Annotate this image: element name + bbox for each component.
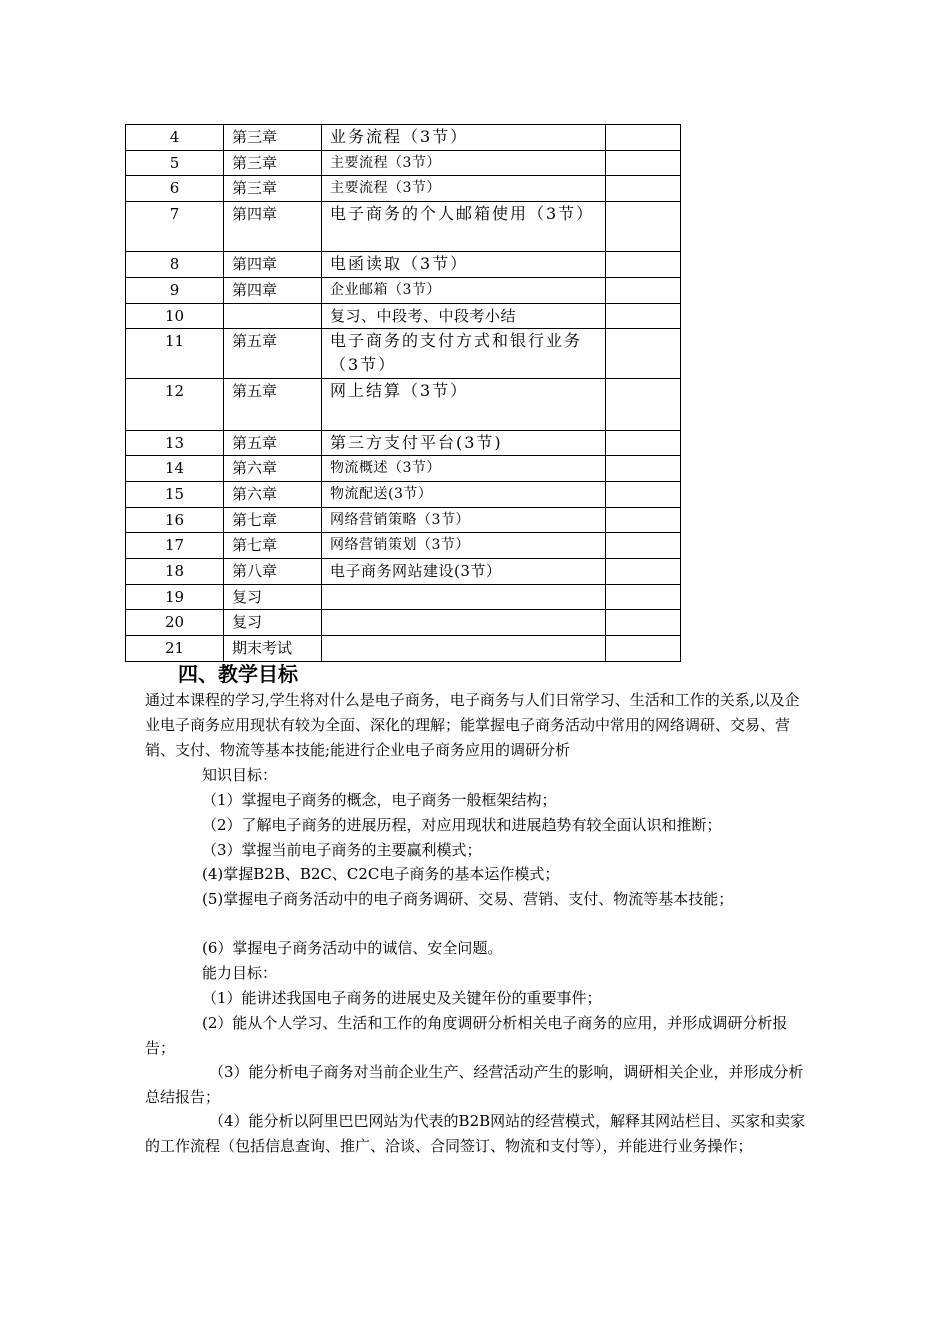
table-row [126, 482, 681, 508]
topic-cell: 物流概述（3节） [322, 456, 606, 482]
notes-cell [606, 533, 681, 559]
notes-cell [606, 482, 681, 508]
notes-cell [606, 559, 681, 585]
notes-cell [606, 456, 681, 482]
topic-cell: 企业邮箱（3节） [322, 278, 606, 304]
table-row [126, 610, 681, 636]
table-row [126, 278, 681, 304]
table-row [126, 559, 681, 585]
week-cell: 12 [126, 379, 224, 431]
week-cell: 16 [126, 508, 224, 533]
notes-cell [606, 329, 681, 379]
chapter-cell: 第五章 [224, 329, 322, 379]
knowledge-item: (6）掌握电子商务活动中的诚信、安全问题。 [202, 939, 503, 957]
notes-cell [606, 636, 681, 662]
week-cell: 8 [126, 252, 224, 278]
week-cell: 13 [126, 431, 224, 456]
schedule-table [125, 124, 681, 662]
week-cell: 4 [126, 125, 224, 151]
week-cell: 21 [126, 636, 224, 662]
table-row [126, 456, 681, 482]
week-cell: 11 [126, 329, 224, 379]
table-row [126, 431, 681, 456]
week-cell: 5 [126, 151, 224, 176]
topic-cell: 主要流程（3节） [322, 151, 606, 176]
table-row [126, 252, 681, 278]
notes-cell [606, 176, 681, 202]
topic-cell [322, 610, 606, 636]
chapter-cell: 第三章 [224, 176, 322, 202]
notes-cell [606, 252, 681, 278]
notes-cell [606, 304, 681, 329]
week-cell: 19 [126, 585, 224, 610]
topic-cell [322, 636, 606, 662]
table-row [126, 125, 681, 151]
week-cell: 20 [126, 610, 224, 636]
chapter-cell: 第六章 [224, 482, 322, 508]
chapter-cell: 第八章 [224, 559, 322, 585]
topic-cell: 主要流程（3节） [322, 176, 606, 202]
table-row [126, 304, 681, 329]
chapter-cell: 第三章 [224, 125, 322, 151]
chapter-cell [224, 304, 322, 329]
topic-cell: 第三方支付平台(3节) [322, 431, 606, 456]
week-cell: 9 [126, 278, 224, 304]
notes-cell [606, 125, 681, 151]
chapter-cell: 第七章 [224, 508, 322, 533]
table-row [126, 379, 681, 431]
notes-cell [606, 202, 681, 252]
table-row [126, 151, 681, 176]
table-row [126, 329, 681, 379]
topic-cell: 业务流程（3节） [322, 125, 606, 151]
ability-item: （3）能分析电子商务对当前企业生产、经营活动产生的影响，调研相关企业，并形成分析总结报告； [145, 1063, 804, 1106]
topic-cell [322, 585, 606, 610]
knowledge-item: (5)掌握电子商务活动中的电子商务调研、交易、营销、支付、物流等基本技能； [202, 890, 734, 908]
notes-cell [606, 508, 681, 533]
table-row [126, 585, 681, 610]
week-cell: 10 [126, 304, 224, 329]
topic-cell: 网上结算（3节） [322, 379, 606, 431]
topic-cell: 电子商务的个人邮箱使用（3节） [322, 202, 606, 252]
topic-cell: 网络营销策划（3节） [322, 533, 606, 559]
chapter-cell: 第四章 [224, 252, 322, 278]
notes-cell [606, 151, 681, 176]
chapter-cell: 期末考试 [224, 636, 322, 662]
knowledge-heading: 知识目标： [202, 766, 278, 784]
week-cell: 7 [126, 202, 224, 252]
knowledge-item: （3）掌握当前电子商务的主要赢利模式； [202, 841, 482, 859]
notes-cell [606, 610, 681, 636]
ability-item: （1）能讲述我国电子商务的进展史及关键年份的重要事件； [202, 989, 602, 1007]
topic-cell: 网络营销策略（3节） [322, 508, 606, 533]
notes-cell [606, 278, 681, 304]
table-row [126, 176, 681, 202]
table-row [126, 202, 681, 252]
week-cell: 15 [126, 482, 224, 508]
topic-cell: 电子商务网站建设(3节） [322, 559, 606, 585]
notes-cell [606, 585, 681, 610]
week-cell: 17 [126, 533, 224, 559]
chapter-cell: 第五章 [224, 431, 322, 456]
chapter-cell: 复习 [224, 610, 322, 636]
table-row [126, 508, 681, 533]
topic-cell: 电函读取（3节） [322, 252, 606, 278]
week-cell: 6 [126, 176, 224, 202]
knowledge-item: （2）了解电子商务的进展历程，对应用现状和进展趋势有较全面认识和推断； [202, 816, 722, 834]
chapter-cell: 第五章 [224, 379, 322, 431]
ability-heading: 能力目标： [202, 964, 278, 982]
knowledge-item: (4)掌握B2B、B2C、C2C电子商务的基本运作模式； [202, 865, 560, 883]
chapter-cell: 第三章 [224, 151, 322, 176]
knowledge-item: （1）掌握电子商务的概念，电子商务一般框架结构； [202, 791, 557, 809]
notes-cell [606, 431, 681, 456]
topic-cell: 物流配送(3节） [322, 482, 606, 508]
topic-cell: 电子商务的支付方式和银行业务（3节） [322, 329, 606, 379]
chapter-cell: 复习 [224, 585, 322, 610]
section-title: 四、教学目标 [178, 662, 298, 686]
intro-paragraph: 通过本课程的学习,学生将对什么是电子商务，电子商务与人们日常学习、生活和工作的关系,以及企业电子商务应用现状有较为全面、深化的理解；能掌握电子商务活动中常用的网络调研、交易、营销、支付、物流等基本技能;能进行企业电子商务应用的调研分析 [145, 691, 800, 759]
chapter-cell: 第四章 [224, 202, 322, 252]
table-row [126, 533, 681, 559]
chapter-cell: 第六章 [224, 456, 322, 482]
table-row [126, 636, 681, 662]
week-cell: 14 [126, 456, 224, 482]
notes-cell [606, 379, 681, 431]
topic-cell: 复习、中段考、中段考小结 [322, 304, 606, 329]
ability-item: （4）能分析以阿里巴巴网站为代表的B2B网站的经营模式，解释其网站栏目、买家和卖家的工作流程（包括信息查询、推广、洽谈、合同签订、物流和支付等），并能进行业务操作； [145, 1112, 806, 1155]
chapter-cell: 第四章 [224, 278, 322, 304]
ability-item: (2）能从个人学习、生活和工作的角度调研分析相关电子商务的应用，并形成调研分析报告； [145, 1014, 788, 1057]
chapter-cell: 第七章 [224, 533, 322, 559]
week-cell: 18 [126, 559, 224, 585]
